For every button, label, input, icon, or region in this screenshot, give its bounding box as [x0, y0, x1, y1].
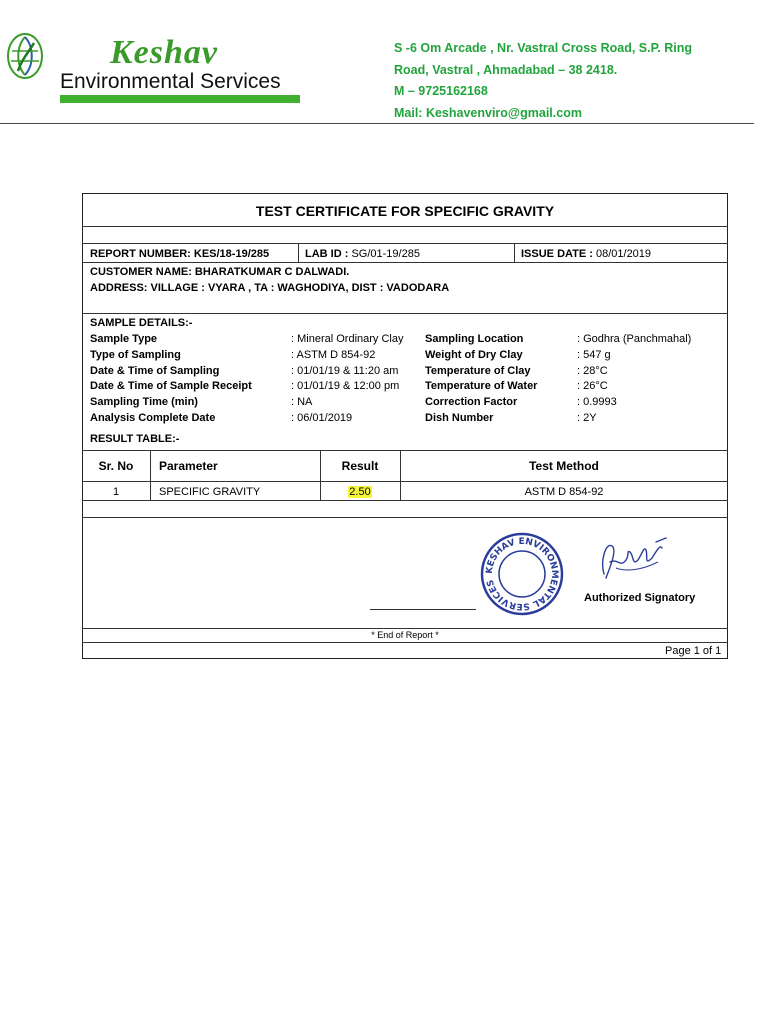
sample-details-heading: SAMPLE DETAILS:-	[90, 317, 193, 329]
sample-label: Sample Type	[90, 333, 158, 345]
divider	[82, 517, 728, 518]
divider	[82, 226, 728, 227]
sample-label: Temperature of Water	[425, 380, 538, 392]
result-highlight: 2.50	[349, 486, 371, 498]
handwritten-signature	[596, 532, 672, 586]
sample-value: : 26°C	[577, 380, 608, 392]
company-address	[394, 38, 692, 124]
sample-label: Date & Time of Sample Receipt	[90, 380, 252, 392]
divider	[82, 450, 728, 451]
stamp-text: KESHAV ENVIRONMENTAL SERVICES	[484, 536, 560, 612]
cell-result	[320, 485, 400, 499]
cell-sr-no: 1	[112, 486, 120, 498]
customer-name: CUSTOMER NAME: BHARATKUMAR C DALWADI.	[90, 266, 350, 278]
sample-value: : NA	[291, 396, 313, 408]
lab-id: LAB ID : SG/01-19/285	[305, 248, 420, 260]
divider	[82, 313, 728, 314]
column-header: Parameter	[159, 459, 218, 473]
sample-label: Sampling Time (min)	[90, 396, 198, 408]
report-number: REPORT NUMBER: KES/18-19/285	[90, 248, 270, 260]
divider	[82, 243, 728, 244]
logo-subtitle: Environmental Services	[60, 70, 281, 93]
header-divider	[0, 123, 754, 124]
svg-text:KESHAV ENVIRONMENTAL SERVICES	[485, 537, 559, 611]
divider	[82, 481, 728, 482]
column-header: Test Method	[529, 459, 599, 473]
sample-label: Temperature of Clay	[425, 365, 531, 377]
end-of-report: * End of Report *	[371, 630, 439, 640]
sample-value: : Mineral Ordinary Clay	[291, 333, 404, 345]
sample-label: Dish Number	[425, 412, 494, 424]
customer-address: ADDRESS: VILLAGE : VYARA , TA : WAGHODIYA, DIST : VADODARA	[90, 282, 450, 294]
page-number: Page 1 of 1	[665, 645, 722, 657]
sample-value: : 01/01/19 & 12:00 pm	[291, 380, 400, 392]
address-line: S -6 Om Arcade , Nr. Vastral Cross Road, S.P. Ring	[394, 41, 693, 55]
column-header: Result	[341, 459, 379, 473]
sample-value: : 06/01/2019	[291, 412, 353, 424]
phone-line: M – 9725162168	[394, 84, 488, 98]
cell-parameter: SPECIFIC GRAVITY	[159, 486, 261, 498]
sample-label: Type of Sampling	[90, 349, 181, 361]
sample-label: Sampling Location	[425, 333, 524, 345]
signature-underline	[370, 609, 476, 610]
sample-value: : 01/01/19 & 11:20 am	[291, 365, 399, 377]
email-line: Mail: Keshavenviro@gmail.com	[394, 105, 582, 120]
cell-test-method: ASTM D 854-92	[524, 486, 604, 498]
divider	[514, 243, 515, 262]
sample-label: Weight of Dry Clay	[425, 349, 523, 361]
divider	[298, 243, 299, 262]
divider	[82, 642, 728, 643]
authorized-signatory-label: Authorized Signatory	[584, 592, 696, 604]
sample-value: : 28°C	[577, 365, 608, 377]
divider	[82, 628, 728, 629]
issue-date: ISSUE DATE : 08/01/2019	[521, 248, 652, 260]
divider	[150, 450, 151, 500]
sample-value: : 2Y	[577, 412, 597, 424]
sample-label: Analysis Complete Date	[90, 412, 216, 424]
result-table-heading: RESULT TABLE:-	[90, 433, 180, 445]
sample-value: : 0.9993	[577, 396, 617, 408]
sample-value: : 547 g	[577, 349, 611, 361]
logo-emblem-icon	[4, 31, 46, 81]
sample-value: : ASTM D 854-92	[291, 349, 376, 361]
certificate-title: TEST CERTIFICATE FOR SPECIFIC GRAVITY	[255, 203, 555, 219]
company-stamp	[480, 532, 564, 616]
sample-label: Correction Factor	[425, 396, 518, 408]
column-header: Sr. No	[98, 459, 134, 473]
address-line: Road, Vastral , Ahmadabad – 38 2418.	[394, 62, 618, 77]
divider	[82, 262, 728, 263]
sample-label: Date & Time of Sampling	[90, 365, 220, 377]
logo-wordmark: Keshav	[110, 34, 219, 71]
sample-value: : Godhra (Panchmahal)	[577, 333, 692, 345]
logo-underline-bar	[60, 95, 300, 103]
divider	[82, 500, 728, 501]
